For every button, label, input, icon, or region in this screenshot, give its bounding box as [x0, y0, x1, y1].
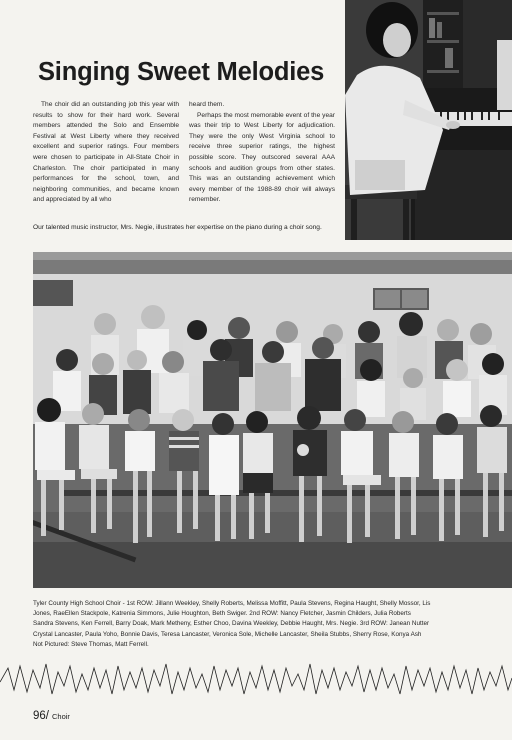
- caption-line: Tyler County High School Choir - 1st ROW: Jillann Weekley, Shelly Roberts, Melissa Moffitt, Paula Stevens, Regina Haught, Shelly Mossor, Lis: [33, 600, 431, 607]
- page-number: 96: [33, 710, 46, 722]
- page-folio: [33, 710, 70, 722]
- story-column-right: [189, 100, 335, 212]
- piano-photo-caption: Our talented music instructor, Mrs. Negie, illustrates her expertise on the piano during a choir song.: [33, 224, 322, 231]
- piano-photo-image: [345, 0, 512, 240]
- group-photo-caption: [33, 599, 512, 650]
- story-text: [33, 100, 338, 212]
- section-name: Choir: [52, 712, 70, 721]
- piano-instructor-photo: [345, 0, 512, 240]
- caption-line: Crystal Lancaster, Paula Yoho, Bonnie Davis, Teresa Lancaster, Veronica Sole, Michelle Lancaster, Sheila Stubbs, Sherry Rose, Konya Ash: [33, 630, 422, 638]
- caption-line: Jones, RaeEllen Stackpole, Katrenia Simmons, Julie Houghton, Beth Swiger. 2nd ROW: Nancy Fletcher, Jasmin Childers, Julia Roberts: [33, 610, 411, 618]
- caption-line: Sandra Stevens, Ken Ferrell, Barry Doak, Mark Metheny, Esther Choo, Davina Weekley, Debbie Haught, Mrs. Negie. 3rd ROW: Janean Nutter: [33, 620, 430, 628]
- story-column-left: [33, 100, 179, 212]
- group-photo-image: [33, 252, 512, 588]
- story-paragraph: Perhaps the most memorable event of the year was their trip to West Liberty for adjudication. They were the only West Virginia school to receive three superior ratings, the highest possible score. They outscored several AAA schools and audition groups from other states. This was an outstanding achievement which every member of the 1988-89 choir will always remember.: [189, 111, 335, 204]
- story-paragraph: The choir did an outstanding job this year with results to show for their hard work. Several members attended the Solo and Ensemble Festival at West Liberty where they received excellent and superior ratings. Four members were chosen to participate in All-State Choir in Charleston. The choir participated in many performances for the school, town, and neighboring communities, and became known and appreciated by all who: [33, 101, 179, 204]
- page-title: Singing Sweet Melodies: [38, 58, 325, 86]
- choir-group-photo: [33, 252, 512, 588]
- zigzag-divider: [0, 660, 512, 706]
- folio-separator: /: [45, 710, 49, 722]
- story-continuation: heard them.: [189, 101, 225, 108]
- caption-line: Not Pictured: Steve Thomas, Matt Ferrell.: [33, 640, 149, 648]
